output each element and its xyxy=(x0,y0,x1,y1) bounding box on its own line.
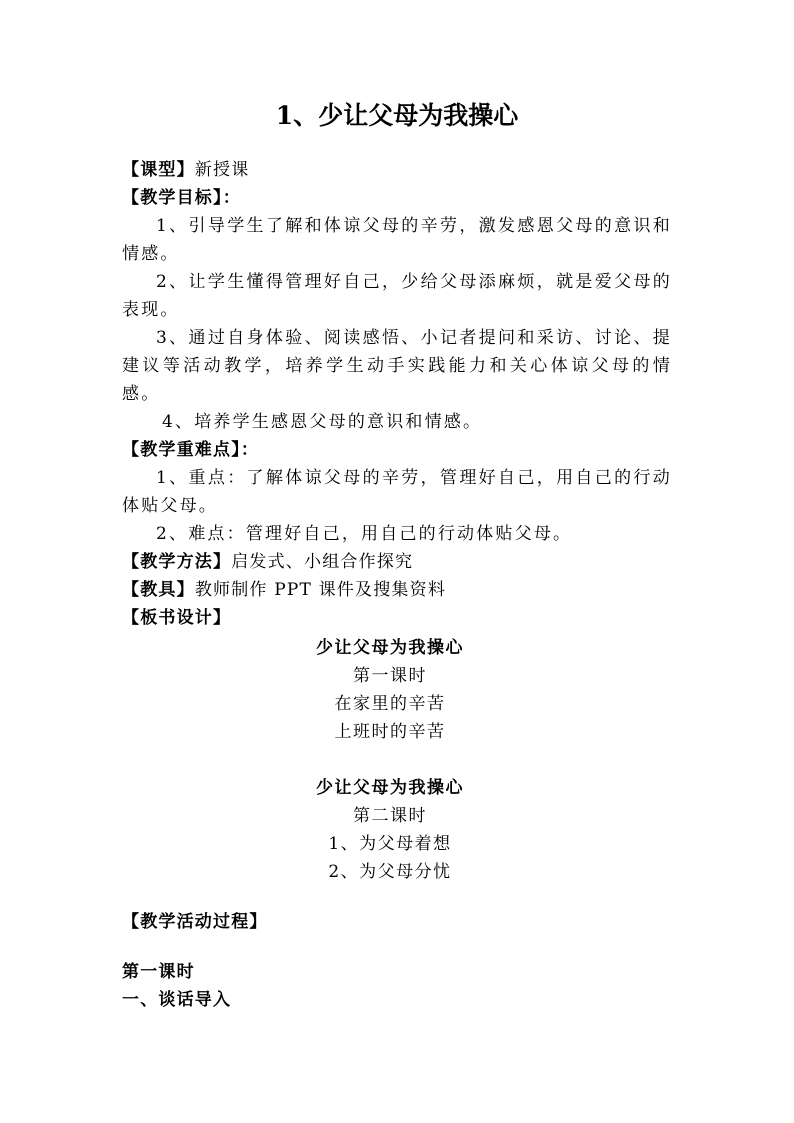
methods-row xyxy=(122,548,682,576)
board-design-heading: 【板书设计】 xyxy=(122,608,232,628)
objective-item-1: 1、引导学生了解和体谅父母的辛劳，激发感恩父母的意识和情感。 xyxy=(122,216,672,264)
section-heading: 一、谈话导入 xyxy=(122,990,232,1010)
tools-label: 【教具】 xyxy=(122,580,195,600)
board-block1-heading: 少让父母为我操心 xyxy=(316,638,464,658)
board-block2-heading: 少让父母为我操心 xyxy=(316,778,464,798)
tools-value: 教师制作 PPT 课件及搜集资料 xyxy=(194,580,447,600)
board-block2-line-1: 第二课时 xyxy=(353,806,427,826)
tools-row xyxy=(122,576,682,604)
key-point-item-2: 2、难点：管理好自己，用自己的行动体贴父母。 xyxy=(156,524,573,544)
process-heading: 【教学活动过程】 xyxy=(122,912,268,932)
board-block2-line-2: 1、为父母着想 xyxy=(328,834,452,854)
document-title: 1、少让父母为我操心 xyxy=(275,101,519,130)
board-block1-line-1: 第一课时 xyxy=(353,666,427,686)
methods-label: 【教学方法】 xyxy=(122,552,232,572)
key-point-item-1: 1、重点：了解体谅父母的辛劳，管理好自己，用自己的行动体贴父母。 xyxy=(122,468,672,516)
methods-value: 启发式、小组合作探究 xyxy=(231,552,414,572)
key-points-heading: 【教学重难点】： xyxy=(122,440,260,460)
lesson-type-value: 新授课 xyxy=(194,160,250,180)
objective-item-4: 4、培养学生感恩父母的意识和情感。 xyxy=(162,412,483,432)
objectives-heading: 【教学目标】： xyxy=(122,188,241,208)
objective-item-3: 3、通过自身体验、阅读感悟、小记者提问和采访、讨论、提建议等活动教学，培养学生动手实践能力和关心体谅父母的情感。 xyxy=(122,328,672,404)
lesson-type-label: 【课型】 xyxy=(122,160,195,180)
board-block1-line-2: 在家里的辛苦 xyxy=(334,694,446,714)
board-block2-line-3: 2、为父母分忧 xyxy=(328,862,452,882)
session-heading: 第一课时 xyxy=(122,962,195,982)
lesson-type-row xyxy=(122,156,682,184)
board-block1-line-3: 上班时的辛苦 xyxy=(334,722,446,742)
objective-item-2: 2、让学生懂得管理好自己，少给父母添麻烦，就是爱父母的表现。 xyxy=(122,272,672,320)
